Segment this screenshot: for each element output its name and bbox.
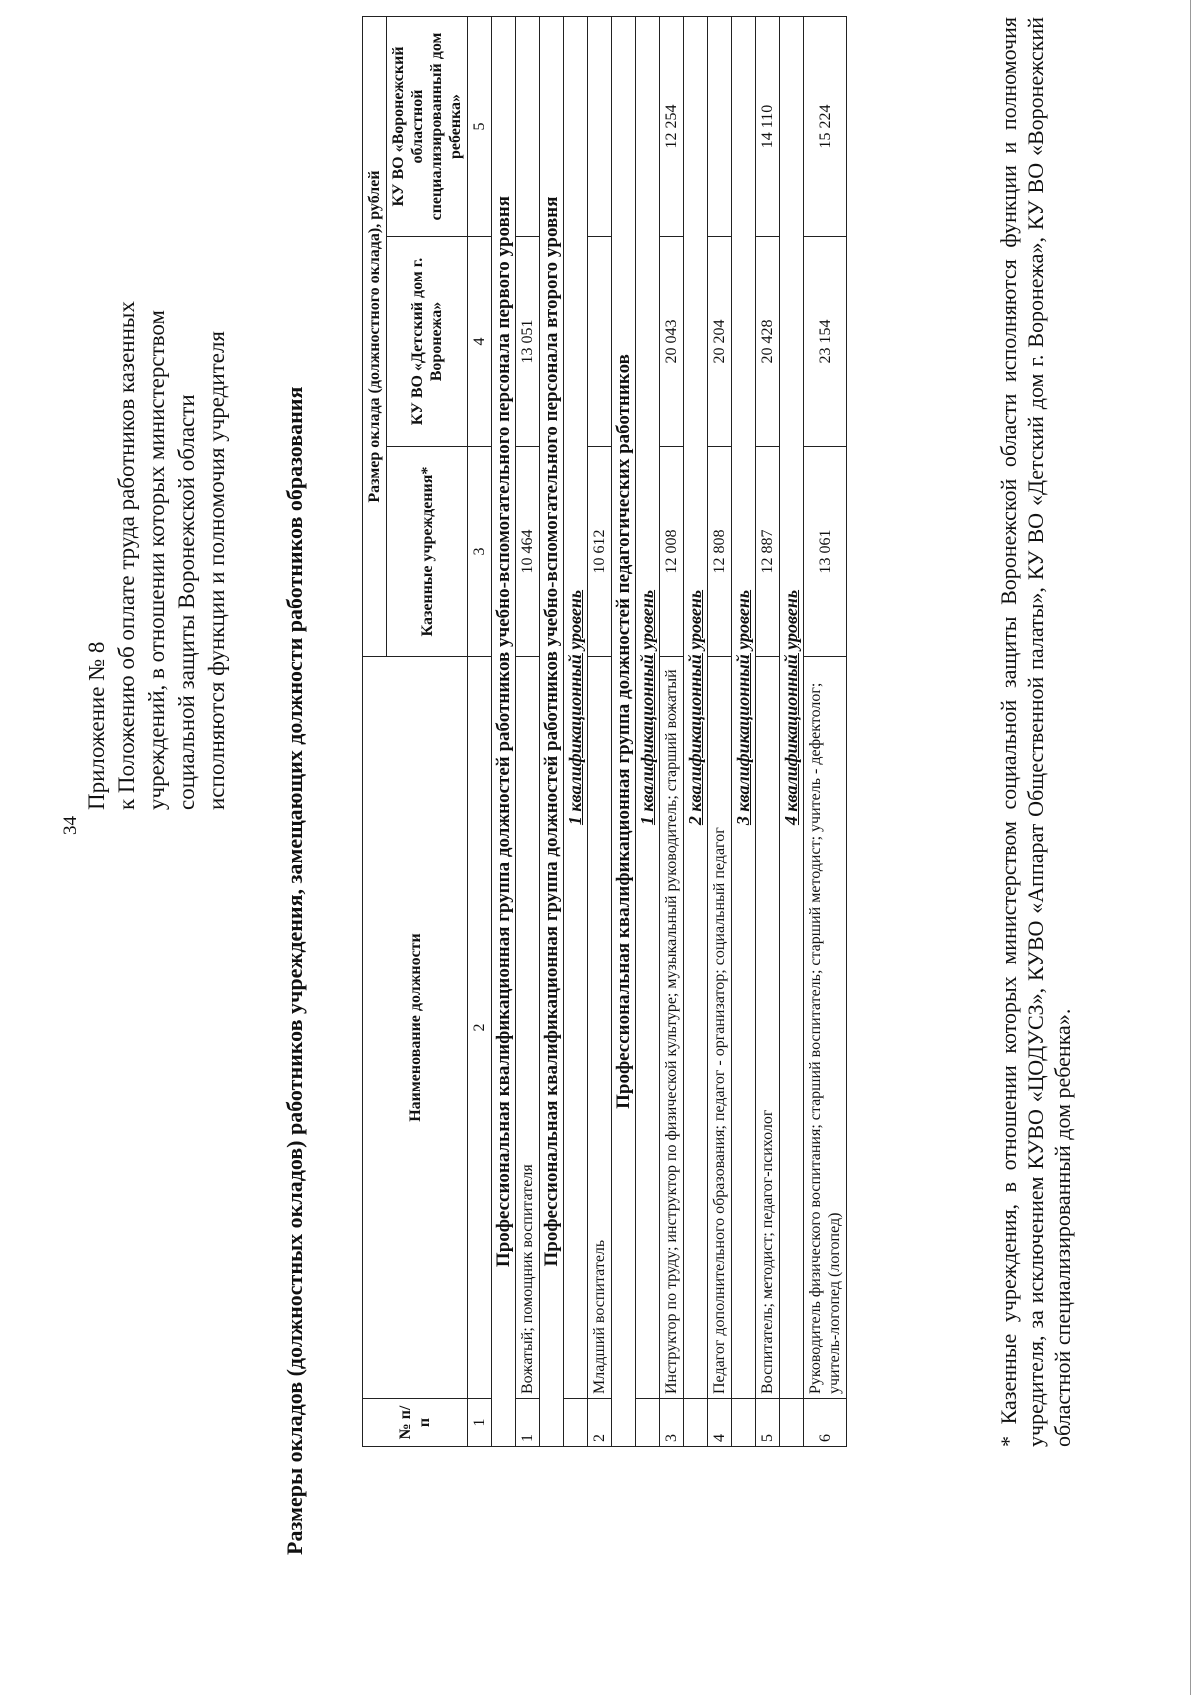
index-cell: 4 xyxy=(468,237,492,447)
salary-col3: 13 061 xyxy=(804,447,847,657)
row-number: 1 xyxy=(516,1399,540,1447)
appendix-line-3: социальной защиты Воронежской области xyxy=(174,394,199,810)
position-name: Вожатый; помощник воспитателя xyxy=(516,657,540,1399)
footnote: * Казенные учреждения, в отношении которых министерством социальной защиты Воронежской области исполняются функции и полномочия учредителя, за исключением КУВО «ЦОДУСЗ», КУВО «Аппарат Общественной палаты», КУ ВО «Детский дом г. Воронежа», КУ ВО «Воронежский областной специализированный дом ребенка». xyxy=(996,17,1075,1447)
page-edge-line xyxy=(1190,0,1191,1695)
header-col4: КУ ВО «Детский дом г. Воронежа» xyxy=(387,237,468,447)
qualification-level: 4 квалификационный уровень xyxy=(780,16,804,1398)
salary-col3: 12 887 xyxy=(756,447,780,657)
position-name: Младший воспитатель xyxy=(588,657,612,1399)
position-name: Педагог дополнительного образования; педагог - организатор; социальный педагог xyxy=(708,657,732,1399)
index-cell: 5 xyxy=(468,16,492,236)
qualification-level: 1 квалификационный уровень xyxy=(636,16,660,1398)
salary-col4: 20 428 xyxy=(756,237,780,447)
index-cell: 3 xyxy=(468,447,492,657)
position-name: Инструктор по труду; инструктор по физической культуре; музыкальный руководитель; старший вожатый xyxy=(660,657,684,1399)
position-name: Воспитатель; методист; педагог-психолог xyxy=(756,657,780,1399)
table-row xyxy=(588,16,612,1446)
salary-col3: 12 008 xyxy=(660,447,684,657)
header-name: Наименование должности xyxy=(363,657,468,1399)
index-cell: 1 xyxy=(468,1399,492,1447)
row-number: 4 xyxy=(708,1399,732,1447)
table-row xyxy=(516,16,540,1446)
appendix-line-1: к Положению об оплате труда работников казенных xyxy=(114,301,139,810)
salary-col3: 12 808 xyxy=(708,447,732,657)
salary-col3: 10 612 xyxy=(588,447,612,657)
salary-col4 xyxy=(588,237,612,447)
row-number: 3 xyxy=(660,1399,684,1447)
qualification-level: 3 квалификационный уровень xyxy=(732,16,756,1398)
row-number: 2 xyxy=(588,1399,612,1447)
qualification-level: 2 квалификационный уровень xyxy=(684,16,708,1398)
header-salary-group: Размер оклада (должностного оклада), рублей xyxy=(363,16,387,656)
header-no: № п/п xyxy=(363,1399,468,1447)
salary-col4: 13 051 xyxy=(516,237,540,447)
table-row xyxy=(660,16,684,1446)
document-title: Размеры окладов (должностных окладов) работников учреждения, замещающих должности работников образования xyxy=(282,386,307,1555)
header-col5: КУ ВО «Воронежский областной специализированный дом ребенка» xyxy=(387,16,468,236)
qualification-level: 1 квалификационный уровень xyxy=(564,16,588,1398)
page-number: 34 xyxy=(60,816,81,835)
table-row xyxy=(804,16,847,1446)
group-title: Профессиональная квалификационная группа должностей работников учебно-вспомогательного персонала второго уровня xyxy=(540,16,564,1446)
appendix-line-4: исполняются функции и полномочия учредителя xyxy=(204,330,229,810)
index-cell: 2 xyxy=(468,657,492,1399)
table-row xyxy=(708,16,732,1446)
group-title: Профессиональная квалификационная группа должностей педагогических работников xyxy=(612,16,636,1446)
salary-col4: 20 043 xyxy=(660,237,684,447)
salary-col5: 14 110 xyxy=(756,16,780,236)
salary-col4: 23 154 xyxy=(804,237,847,447)
salary-col3: 10 464 xyxy=(516,447,540,657)
group-title: Профессиональная квалификационная группа должностей работников учебно-вспомогательного персонала первого уровня xyxy=(492,16,516,1446)
table-row xyxy=(756,16,780,1446)
salary-col5 xyxy=(516,16,540,236)
salary-col5: 12 254 xyxy=(660,16,684,236)
document-page xyxy=(10,15,1120,1575)
salary-col5: 15 224 xyxy=(804,16,847,236)
position-name: Руководитель физического воспитания; старший воспитатель; старший методист; учитель - дефектолог; учитель-логопед (логопед) xyxy=(804,657,847,1399)
header-col3: Казенные учреждения* xyxy=(387,447,468,657)
salary-table xyxy=(362,16,847,1447)
salary-col5 xyxy=(588,16,612,236)
salary-col4: 20 204 xyxy=(708,237,732,447)
appendix-line-2: учреждений, в отношении которых министерством xyxy=(144,310,169,810)
appendix-title: Приложение № 8 xyxy=(84,641,109,810)
row-number: 5 xyxy=(756,1399,780,1447)
salary-col5 xyxy=(708,16,732,236)
appendix-header xyxy=(82,301,232,810)
row-number: 6 xyxy=(804,1399,847,1447)
